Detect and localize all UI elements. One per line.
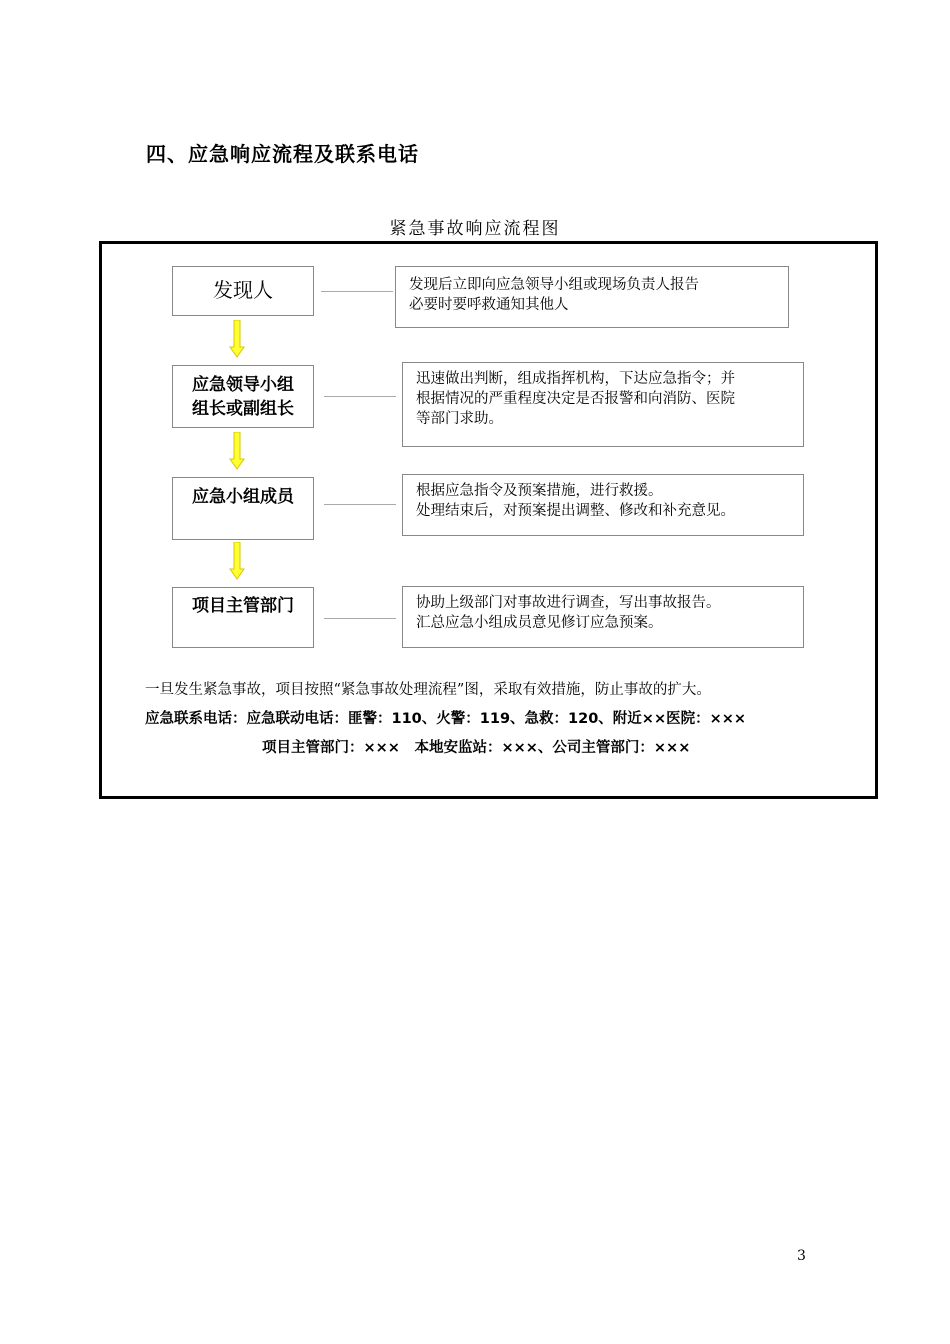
page-number: 3 — [797, 1248, 806, 1264]
step-description — [395, 266, 789, 328]
connector-line — [324, 618, 396, 619]
down-arrow-icon — [229, 432, 245, 470]
emergency-phones-line: 应急联系电话：应急联动电话：匪警：110、火警：119、急救：120、附近××医院：××× — [145, 711, 747, 727]
down-arrow-icon — [229, 542, 245, 580]
description-line: 发现后立即向应急领导小组或现场负责人报告 — [409, 277, 699, 293]
description-line: 汇总应急小组成员意见修订应急预案。 — [416, 615, 663, 631]
step-label: 项目主管部门 — [192, 596, 294, 616]
step-box-discoverer — [172, 266, 314, 316]
step-label: 发现人 — [213, 278, 273, 302]
down-arrow-icon — [229, 320, 245, 358]
description-line: 等部门求助。 — [416, 411, 503, 427]
connector-line — [324, 396, 396, 397]
step-box-project-department — [172, 587, 314, 648]
step-box-emergency-leader — [172, 365, 314, 428]
step-description — [402, 586, 804, 648]
step-description — [402, 362, 804, 447]
department-contacts-line: 项目主管部门：××× 本地安监站：×××、公司主管部门：××× — [262, 740, 691, 756]
step-label: 应急领导小组 — [192, 375, 294, 395]
section-heading: 四、应急响应流程及联系电话 — [146, 142, 419, 166]
description-line: 必要时要呼救通知其他人 — [409, 297, 569, 313]
connector-line — [321, 291, 393, 292]
step-description — [402, 474, 804, 536]
step-box-emergency-members — [172, 477, 314, 540]
step-label: 应急小组成员 — [192, 487, 294, 507]
connector-line — [324, 504, 396, 505]
description-line: 根据应急指令及预案措施，进行救援。 — [416, 483, 663, 499]
description-line: 处理结束后，对预案提出调整、修改和补充意见。 — [416, 503, 735, 519]
description-line: 协助上级部门对事故进行调查，写出事故报告。 — [416, 595, 721, 611]
procedure-note: 一旦发生紧急事故，项目按照“紧急事故处理流程”图，采取有效措施，防止事故的扩大。 — [145, 682, 711, 698]
flowchart-title: 紧急事故响应流程图 — [389, 219, 561, 239]
description-line: 根据情况的严重程度决定是否报警和向消防、医院 — [416, 391, 735, 407]
description-line: 迅速做出判断，组成指挥机构，下达应急指令；并 — [416, 371, 735, 387]
step-label: 组长或副组长 — [192, 399, 294, 419]
